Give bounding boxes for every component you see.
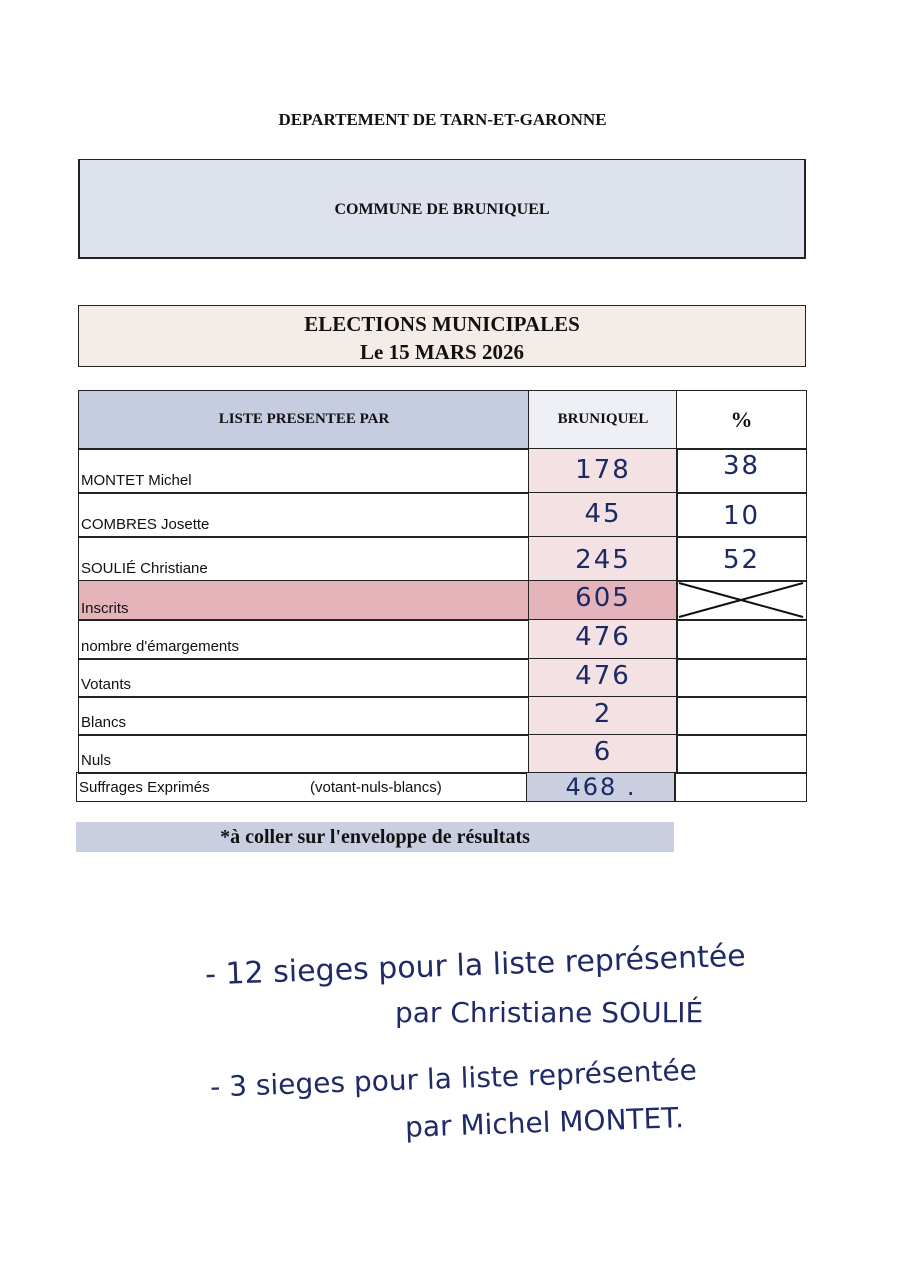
commune-title: COMMUNE DE BRUNIQUEL	[334, 201, 550, 218]
empty-cell	[676, 696, 807, 736]
exprimes-row	[76, 772, 528, 802]
candidate-percent: 10	[722, 501, 761, 531]
exprimes-label: Suffrages Exprimés	[79, 779, 210, 796]
table-row	[78, 448, 530, 494]
blancs-cell	[528, 696, 678, 736]
header-list-label: LISTE PRESENTEE PAR	[218, 411, 390, 427]
nuls-label: Nuls	[81, 752, 112, 769]
exprimes-note: (votant-nuls-blancs)	[310, 779, 442, 796]
candidate-percent: 38	[722, 451, 761, 481]
envelope-note: *à coller sur l'enveloppe de résultats	[76, 822, 674, 852]
blancs-row	[78, 696, 530, 736]
percent-cell	[676, 448, 807, 494]
exprimes-value: 468 .	[565, 773, 637, 801]
header-percent-label: %	[730, 407, 753, 432]
header-commune-cell	[528, 390, 678, 450]
table-row	[78, 536, 530, 582]
nuls-row	[78, 734, 530, 774]
percent-cell	[676, 492, 807, 538]
handwritten-line: - 3 sieges pour la liste représentée	[209, 1053, 698, 1104]
crossed-cell	[676, 580, 807, 621]
exprimes-cell	[526, 772, 676, 802]
nuls-value: 6	[593, 737, 613, 767]
cross-mark-icon	[677, 581, 805, 619]
blancs-label: Blancs	[81, 714, 127, 731]
candidate-votes: 178	[575, 455, 631, 485]
candidate-name: SOULIÉ Christiane	[81, 560, 208, 577]
header-percent-cell	[676, 390, 807, 450]
header-list-cell	[78, 390, 530, 450]
votants-row	[78, 658, 530, 698]
handwritten-line: par Christiane SOULIÉ	[395, 996, 704, 1029]
emargements-label: nombre d'émargements	[81, 638, 239, 655]
header-commune-label: BRUNIQUEL	[557, 411, 649, 427]
votes-cell	[528, 492, 678, 538]
emargements-cell	[528, 619, 678, 660]
inscrits-value: 605	[575, 583, 631, 613]
votants-label: Votants	[81, 676, 132, 693]
candidate-votes: 245	[575, 545, 631, 575]
candidate-name: MONTET Michel	[81, 472, 192, 489]
blancs-value: 2	[593, 699, 613, 729]
emargements-row	[78, 619, 530, 660]
department-title: DEPARTEMENT DE TARN-ET-GARONNE	[278, 110, 607, 129]
empty-cell	[676, 734, 807, 774]
emargements-value: 476	[575, 622, 631, 652]
inscrits-cell	[528, 580, 678, 621]
commune-box	[78, 159, 806, 259]
election-box	[78, 305, 806, 367]
votants-cell	[528, 658, 678, 698]
election-title: ELECTIONS MUNICIPALES	[304, 312, 580, 336]
handwritten-line: - 12 sieges pour la liste représentée	[204, 938, 747, 993]
candidate-votes: 45	[584, 499, 622, 529]
candidate-percent: 52	[722, 545, 761, 575]
nuls-cell	[528, 734, 678, 774]
table-row	[78, 492, 530, 538]
percent-cell	[676, 536, 807, 582]
inscrits-label: Inscrits	[81, 600, 129, 617]
election-date: Le 15 MARS 2026	[360, 340, 524, 364]
votes-cell	[528, 536, 678, 582]
handwritten-line: par Michel MONTET.	[404, 1101, 685, 1144]
inscrits-row	[78, 580, 530, 621]
votants-value: 476	[575, 661, 631, 691]
empty-cell	[676, 658, 807, 698]
candidate-name: COMBRES Josette	[81, 516, 210, 533]
votes-cell	[528, 448, 678, 494]
empty-cell	[674, 772, 807, 802]
empty-cell	[676, 619, 807, 660]
